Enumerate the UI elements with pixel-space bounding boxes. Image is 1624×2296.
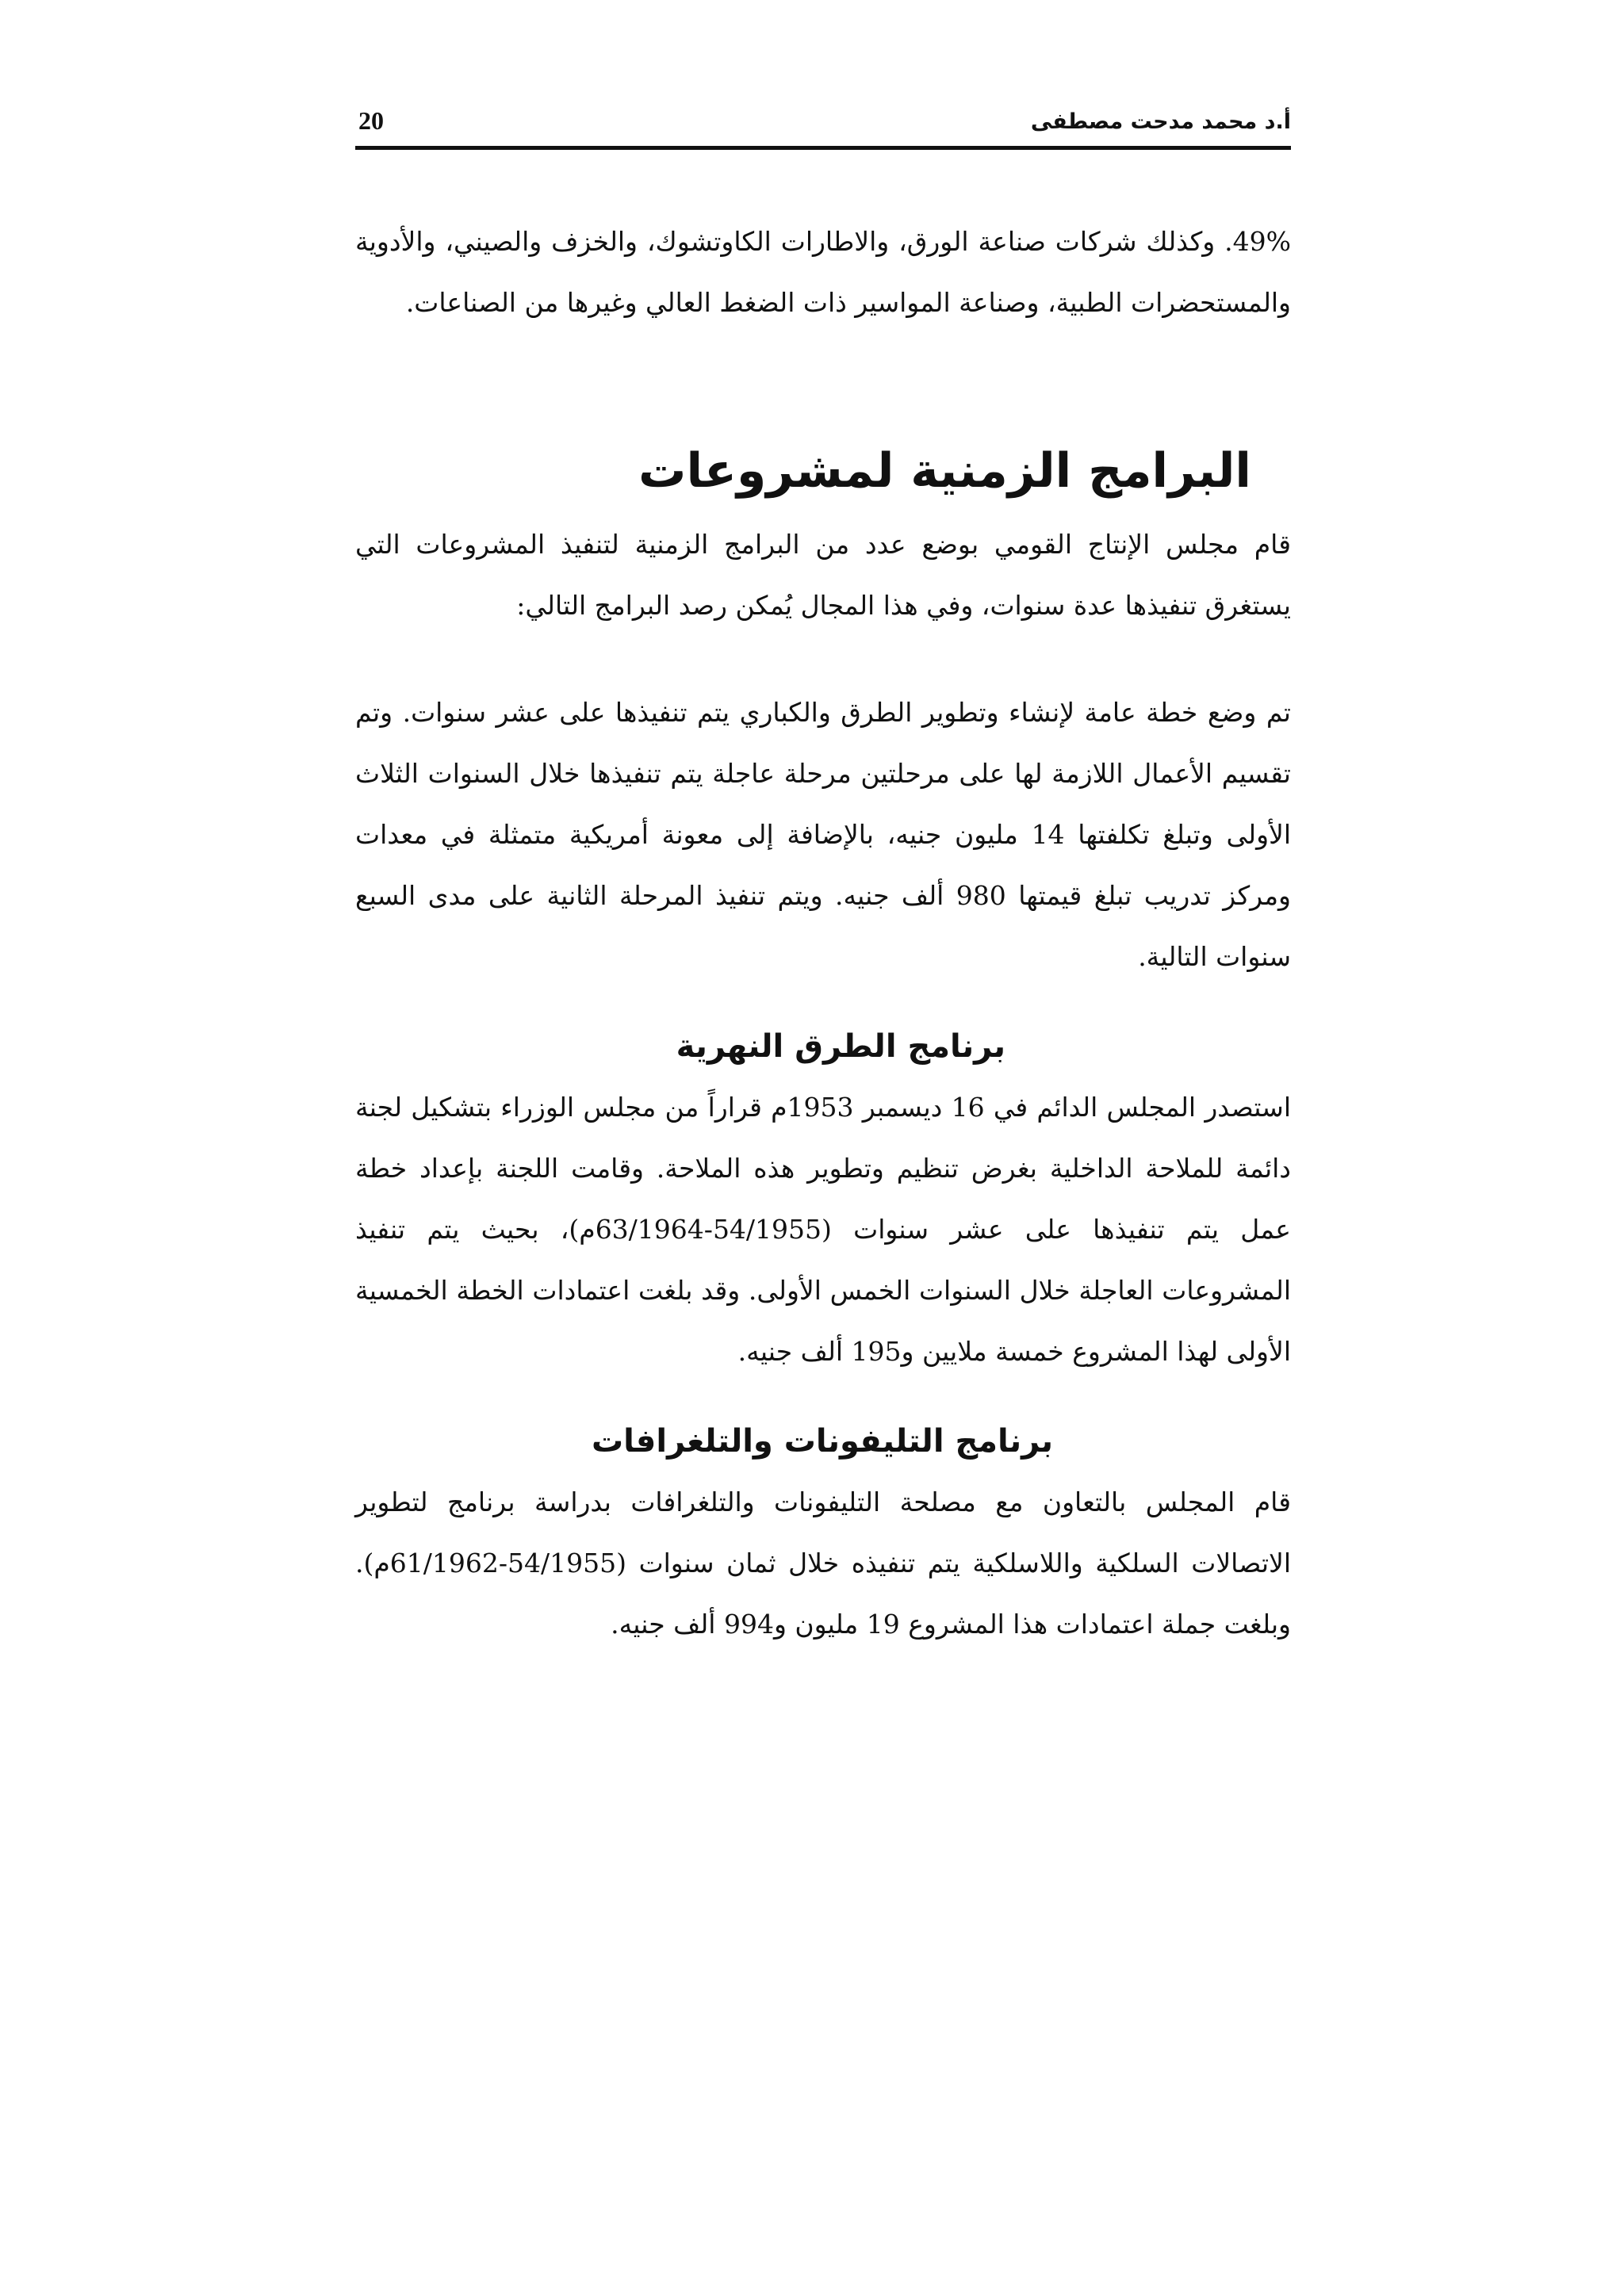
intro-paragraph: 49%. وكذلك شركات صناعة الورق، والاطارات الكاوتشوك، والخزف والصيني، والأدوية والمستحضرات الطبية، وصناعة المواسير ذات الضغط العالي وغيرها من الصناعات. bbox=[355, 226, 1291, 318]
page-number: 20 bbox=[358, 106, 384, 135]
river-paragraph: استصدر المجلس الدائم في 16 ديسمبر 1953م قراراً من مجلس الوزراء بتشكيل لجنة دائمة للملاحة الداخلية بغرض تنظيم وتطوير هذه الملاحة. وقامت اللجنة بإعداد خطة عمل يتم تنفيذها على عشر سنوات (54/1955-63/1964م)، بحيث يتم تنفيذ المشروعات العاجلة خلال السنوات الخمس الأولى. وقد بلغت اعتمادات الخطة الخمسية الأولى لهذا المشروع خمسة ملايين و195 ألف جنيه. bbox=[355, 1092, 1291, 1367]
telecom-paragraph: قام المجلس بالتعاون مع مصلحة التليفونات والتلغرافات بدراسة برنامج لتطوير الاتصالات السلكية واللاسلكية يتم تنفيذه خلال ثمان سنوات (54/1955-61/1962م). وبلغت جملة اعتمادات هذا المشروع 19 مليون و994 ألف جنيه. bbox=[355, 1487, 1291, 1640]
programs-intro-paragraph: قام مجلس الإنتاج القومي بوضع عدد من البرامج الزمنية لتنفيذ المشروعات التي يستغرق تنفيذها عدة سنوات، وفي هذا المجال يُمكن رصد البرامج التالي: bbox=[355, 529, 1291, 621]
roads-paragraph: تم وضع خطة عامة لإنشاء وتطوير الطرق والكباري يتم تنفيذها على عشر سنوات. وتم تقسيم الأعمال اللازمة لها على مرحلتين مرحلة عاجلة يتم تنفيذها خلال السنوات الثلاث الأولى وتبلغ تكلفتها 14 مليون جنيه، بالإضافة إلى معونة أمريكية متمثلة في معدات ومركز تدريب تبلغ قيمتها 980 ألف جنيه. ويتم تنفيذ المرحلة الثانية على مدى السبع سنوات التالية. bbox=[355, 697, 1291, 972]
header-author: أ.د محمد مدحت مصطفى bbox=[1030, 109, 1291, 134]
main-heading: البرامج الزمنية لمشروعات bbox=[638, 443, 1251, 499]
river-heading: برنامج الطرق النهرية bbox=[676, 1028, 1005, 1065]
header-rule bbox=[355, 146, 1291, 150]
telecom-heading: برنامج التليفونات والتلغرافات bbox=[591, 1423, 1053, 1460]
document-page bbox=[355, 0, 1291, 2296]
page-header bbox=[355, 100, 1291, 147]
